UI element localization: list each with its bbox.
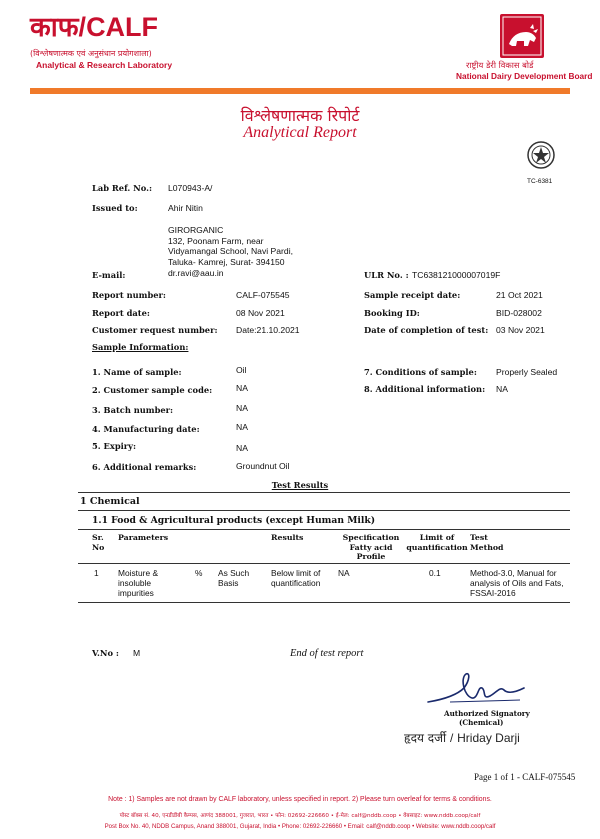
receipt-date-label: Sample receipt date: <box>364 290 461 300</box>
customer-address <box>168 225 293 267</box>
signatory-sep: / <box>449 731 454 745</box>
row-result: Below limit of quantification <box>271 568 321 588</box>
divider <box>78 563 570 564</box>
signatory-title: Authorized Signatory <box>444 709 530 718</box>
address-line: Vidyamangal School, Navi Pardi, <box>168 246 293 256</box>
completion-date-value: 03 Nov 2021 <box>496 325 545 335</box>
sample-field-value: Properly Sealed <box>496 367 558 377</box>
section-heading: 1 Chemical <box>80 496 140 507</box>
report-number-value: CALF-075545 <box>236 290 290 300</box>
ulr-value: TC638121000007019F <box>412 270 501 280</box>
sample-field-value: NA <box>236 422 248 432</box>
sample-field-value: Groundnut Oil <box>236 461 290 471</box>
sample-field-label: 3. Batch number: <box>92 405 174 415</box>
brand-separator: / <box>78 12 87 42</box>
brand-en: CALF <box>86 12 159 42</box>
cert-code: TC-6381 <box>527 178 553 185</box>
sample-field-label: 8. Additional information: <box>364 384 486 394</box>
address-line: Taluka- Kamrej, Surat- 394150 <box>168 256 285 267</box>
vno-label: V.No : <box>92 648 119 658</box>
sample-field-label: 6. Additional remarks: <box>92 462 197 472</box>
sample-field-value: NA <box>236 443 248 453</box>
booking-id-label: Booking ID: <box>364 308 420 318</box>
cow-emblem-icon <box>500 14 544 58</box>
test-results-heading: Test Results <box>271 480 329 490</box>
row-spec: NA <box>338 568 350 578</box>
sample-field-value: Oil <box>236 365 247 375</box>
receipt-date-value: 21 Oct 2021 <box>496 290 543 300</box>
completion-date-label: Date of completion of test: <box>364 325 489 335</box>
signatory-name-hindi: हृदय दर्जी <box>404 731 447 745</box>
subsection-heading: 1.1 Food & Agricultural products (except Human Milk) <box>92 515 376 526</box>
accreditation-seal-icon <box>526 140 556 170</box>
row-unit: % <box>195 568 203 578</box>
col-header-results: Results <box>271 533 304 542</box>
brand-hindi: काफ <box>30 12 79 43</box>
nddb-name-en: National Dairy Development Board <box>456 71 593 81</box>
signature-icon <box>420 666 530 708</box>
col-header-spec: Specification Fatty acid Profile <box>342 533 400 561</box>
report-date-value: 08 Nov 2021 <box>236 308 285 318</box>
customer-request-value: Date:21.10.2021 <box>236 325 300 335</box>
col-header-sr: Sr. No <box>92 533 105 552</box>
sample-field-value: NA <box>496 384 508 394</box>
report-title-en: Analytical Report <box>243 124 357 141</box>
row-sr: 1 <box>94 568 99 578</box>
signatory-dept: (Chemical) <box>459 718 504 727</box>
nddb-name-hindi: राष्ट्रीय डेरी विकास बोर्ड <box>466 60 534 70</box>
col-header-parameters: Parameters <box>118 533 169 542</box>
row-method: Method-3.0, Manual for analysis of Oils and Fats, FSSAI-2016 <box>470 568 564 598</box>
sample-field-value: NA <box>236 403 248 413</box>
col-header-method: Test Method <box>470 533 504 552</box>
end-of-report: End of test report <box>290 648 364 659</box>
customer-request-label: Customer request number: <box>92 325 218 335</box>
calf-logo <box>30 12 158 43</box>
divider <box>78 510 570 511</box>
sample-field-label: 7. Conditions of sample: <box>364 367 477 377</box>
footer-note: Note : 1) Samples are not drawn by CALF laboratory, unless specified in report. 2) Please turn overleaf for terms & conditions. <box>108 796 492 803</box>
sample-field-label: 1. Name of sample: <box>92 367 182 377</box>
report-number-label: Report number: <box>92 290 166 300</box>
row-parameter: Moisture & insoluble impurities <box>118 568 159 598</box>
sample-field-value: NA <box>236 383 248 393</box>
report-title-hindi: विश्लेषणात्मक रिपोर्ट <box>240 106 360 125</box>
divider <box>78 602 570 603</box>
divider <box>78 492 570 493</box>
col-header-limit: Limit of quantification <box>406 533 468 552</box>
row-basis: As Such Basis <box>218 568 250 588</box>
lab-subtitle-en: Analytical & Research Laboratory <box>36 60 173 70</box>
signatory-name <box>404 729 520 746</box>
address-line: GIRORGANIC <box>168 225 224 235</box>
vno-value: M <box>133 648 141 658</box>
page-number: Page 1 of 1 - CALF-075545 <box>474 772 576 782</box>
divider <box>78 529 570 530</box>
address-line: 132, Poonam Farm, near <box>168 235 264 246</box>
issued-to-label: Issued to: <box>92 203 138 213</box>
footer-address-hindi: पोस्ट बॉक्स सं. 40, एनडीडीबी कैम्पस, आणंद 388001, गुजरात, भारत • फोन: 02692-226660 • ई-मेल: calf@nddb.coop • वेबसाइट: www.nddb.coop/calf <box>119 813 481 819</box>
issued-to-name: Ahir Nitin <box>168 203 203 213</box>
report-date-label: Report date: <box>92 308 150 318</box>
sample-field-label: 5. Expiry: <box>92 441 137 451</box>
row-limit: 0.1 <box>429 568 441 578</box>
ulr-label: ULR No. : <box>364 270 409 280</box>
booking-id-value: BID-028002 <box>496 308 542 318</box>
lab-ref-label: Lab Ref. No.: <box>92 183 153 193</box>
footer-address-en: Post Box No. 40, NDDB Campus, Anand 388001, Gujarat, India • Phone: 02692-226660 • Email: calf@nddb.coop • Website: www.nddb.coop/calf <box>104 823 496 830</box>
signatory-name-en: Hriday Darji <box>457 731 520 745</box>
sample-info-heading: Sample Information: <box>92 342 189 352</box>
lab-ref-value: L070943-A/ <box>168 183 213 193</box>
sample-field-label: 2. Customer sample code: <box>92 385 213 395</box>
lab-subtitle-hindi: (विश्लेषणात्मक एवं अनुसंधान प्रयोगशाला) <box>30 49 152 58</box>
header-divider <box>30 88 570 94</box>
email-label: E-mail: <box>92 270 126 280</box>
nddb-logo-icon <box>500 14 544 58</box>
email-value: dr.ravi@aau.in <box>168 268 224 278</box>
sample-field-label: 4. Manufacturing date: <box>92 424 200 434</box>
